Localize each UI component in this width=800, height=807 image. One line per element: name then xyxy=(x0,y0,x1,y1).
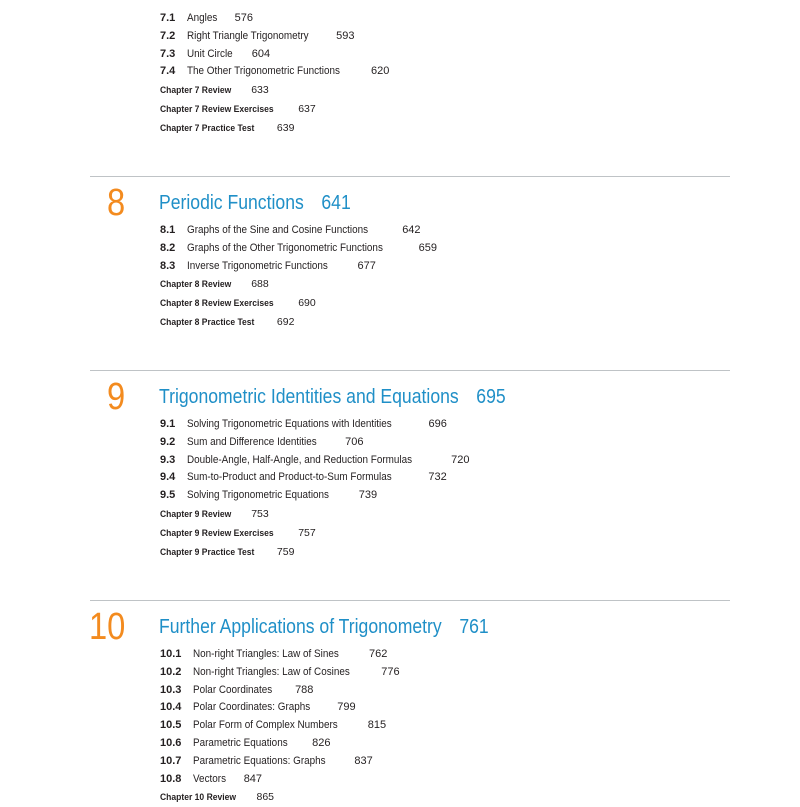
review-title: Chapter 9 Review Exercises xyxy=(160,527,274,539)
review-title: Chapter 8 Review Exercises xyxy=(160,298,274,310)
review-page: 865 xyxy=(256,791,275,804)
review-title: Chapter 7 Practice Test xyxy=(160,123,255,135)
review-title: Chapter 8 Review xyxy=(160,279,232,291)
toc-review-row[interactable] xyxy=(160,788,400,807)
section-number: 7.2 xyxy=(160,29,176,42)
section-number: 10.4 xyxy=(160,701,182,714)
section-page: 642 xyxy=(402,224,421,236)
chapter-page: 641 xyxy=(321,192,351,214)
chapter-8-entries xyxy=(160,222,437,332)
review-page: 690 xyxy=(298,297,316,310)
toc-section-row[interactable] xyxy=(160,28,389,46)
toc-section-row[interactable] xyxy=(160,771,400,789)
section-title: Parametric Equations xyxy=(193,736,288,749)
toc-section-row[interactable] xyxy=(160,753,400,771)
section-page: 776 xyxy=(381,665,400,678)
toc-section-row[interactable] xyxy=(160,664,400,682)
section-page: 720 xyxy=(451,453,470,466)
toc-review-row[interactable] xyxy=(160,543,469,562)
toc-section-row[interactable] xyxy=(160,240,437,258)
toc-section-row[interactable] xyxy=(160,452,469,470)
chapter-title: Trigonometric Identities and Equations xyxy=(159,386,459,408)
review-title: Chapter 9 Review xyxy=(160,508,232,520)
review-page: 639 xyxy=(276,122,295,135)
section-number: 10.6 xyxy=(160,736,182,749)
toc-section-row[interactable] xyxy=(160,469,469,487)
chapter-divider xyxy=(90,176,730,177)
toc-review-row[interactable] xyxy=(160,81,389,100)
toc-section-row[interactable] xyxy=(160,63,389,81)
chapter-heading[interactable] xyxy=(159,616,489,638)
section-title: Graphs of the Sine and Cosine Functions xyxy=(187,224,369,236)
review-page: 688 xyxy=(251,278,269,291)
chapter-10-entries xyxy=(160,646,400,807)
section-title: Unit Circle xyxy=(187,47,233,60)
review-page: 633 xyxy=(251,84,269,97)
section-title: Angles xyxy=(187,12,218,24)
toc-section-row[interactable] xyxy=(160,416,469,434)
section-title: Sum and Difference Identities xyxy=(187,435,317,448)
section-page: 593 xyxy=(336,29,355,42)
section-number: 9.3 xyxy=(160,453,176,466)
section-page: 788 xyxy=(295,683,314,696)
chapter-divider xyxy=(90,600,730,601)
section-title: Vectors xyxy=(193,772,227,785)
toc-review-row[interactable] xyxy=(160,505,469,524)
section-number: 8.3 xyxy=(160,259,176,272)
section-title: Solving Trigonometric Equations xyxy=(187,489,329,502)
toc-review-row[interactable] xyxy=(160,524,469,543)
chapter-title: Periodic Functions xyxy=(159,192,304,214)
review-title: Chapter 9 Practice Test xyxy=(160,546,255,558)
review-page: 759 xyxy=(276,545,295,558)
section-title: Polar Coordinates xyxy=(193,683,273,696)
section-number: 7.1 xyxy=(160,12,176,24)
chapter-7-entries xyxy=(160,10,389,138)
chapter-title: Further Applications of Trigonometry xyxy=(159,616,442,638)
toc-review-row[interactable] xyxy=(160,313,437,332)
section-number: 7.3 xyxy=(160,47,176,60)
toc-section-row[interactable] xyxy=(160,258,437,276)
section-page: 799 xyxy=(337,701,356,714)
chapter-9-entries xyxy=(160,416,469,562)
section-page: 762 xyxy=(369,648,388,660)
toc-review-row[interactable] xyxy=(160,294,437,313)
chapter-heading[interactable] xyxy=(159,386,506,408)
section-number: 10.3 xyxy=(160,683,182,696)
section-number: 8.1 xyxy=(160,224,176,236)
toc-section-row[interactable] xyxy=(160,10,389,28)
section-title: Non-right Triangles: Law of Sines xyxy=(193,648,339,660)
section-page: 576 xyxy=(234,12,253,24)
section-number: 8.2 xyxy=(160,241,176,254)
section-title: Inverse Trigonometric Functions xyxy=(187,259,328,272)
toc-section-row[interactable] xyxy=(160,646,400,664)
toc-section-row[interactable] xyxy=(160,682,400,700)
section-title: Parametric Equations: Graphs xyxy=(193,754,326,767)
section-title: Right Triangle Trigonometry xyxy=(187,29,309,42)
section-title: Sum-to-Product and Product-to-Sum Formulas xyxy=(187,471,392,484)
section-number: 9.1 xyxy=(160,418,176,430)
section-number: 10.2 xyxy=(160,665,182,678)
toc-review-row[interactable] xyxy=(160,100,389,119)
section-title: Polar Form of Complex Numbers xyxy=(193,719,338,732)
section-page: 826 xyxy=(312,736,331,749)
review-page: 757 xyxy=(298,526,316,539)
review-page: 692 xyxy=(276,316,295,329)
section-number: 10.8 xyxy=(160,772,182,785)
section-title: Graphs of the Other Trigonometric Functions xyxy=(187,241,383,254)
chapter-divider xyxy=(90,370,730,371)
section-page: 837 xyxy=(354,754,373,767)
chapter-number: 8 xyxy=(107,182,126,224)
section-title: Non-right Triangles: Law of Cosines xyxy=(193,665,350,678)
section-page: 732 xyxy=(428,471,447,484)
toc-review-row[interactable] xyxy=(160,275,437,294)
review-title: Chapter 10 Review xyxy=(160,792,237,804)
section-number: 9.2 xyxy=(160,435,176,448)
section-title: Polar Coordinates: Graphs xyxy=(193,701,311,714)
section-page: 739 xyxy=(358,489,378,502)
section-number: 9.5 xyxy=(160,489,176,502)
toc-section-row[interactable] xyxy=(160,735,400,753)
section-page: 847 xyxy=(243,772,263,785)
section-page: 659 xyxy=(418,241,438,254)
chapter-page: 761 xyxy=(459,616,489,638)
review-title: Chapter 8 Practice Test xyxy=(160,317,255,329)
toc-review-row[interactable] xyxy=(160,119,389,138)
toc-section-row[interactable] xyxy=(160,222,437,240)
toc-section-row[interactable] xyxy=(160,434,469,452)
toc-section-row[interactable] xyxy=(160,46,389,64)
review-title: Chapter 7 Review xyxy=(160,85,232,97)
chapter-number: 10 xyxy=(89,606,126,648)
section-page: 620 xyxy=(370,65,390,78)
section-title: Double-Angle, Half-Angle, and Reduction Formulas xyxy=(187,453,413,466)
section-page: 696 xyxy=(428,418,447,430)
section-page: 677 xyxy=(357,259,376,272)
section-number: 10.5 xyxy=(160,719,182,732)
section-number: 7.4 xyxy=(160,65,176,78)
review-page: 753 xyxy=(251,507,269,520)
toc-section-row[interactable] xyxy=(160,487,469,505)
section-number: 10.1 xyxy=(160,648,182,660)
section-title: Solving Trigonometric Equations with Identities xyxy=(187,418,392,430)
review-page: 637 xyxy=(298,103,316,116)
section-title: The Other Trigonometric Functions xyxy=(187,65,340,78)
review-title: Chapter 7 Review Exercises xyxy=(160,104,274,116)
section-page: 604 xyxy=(251,47,271,60)
section-number: 10.7 xyxy=(160,754,182,767)
chapter-heading[interactable] xyxy=(159,192,351,214)
section-page: 706 xyxy=(345,435,364,448)
section-number: 9.4 xyxy=(160,471,176,484)
chapter-number: 9 xyxy=(107,376,126,418)
toc-section-row[interactable] xyxy=(160,699,400,717)
chapter-page: 695 xyxy=(476,386,506,408)
toc-section-row[interactable] xyxy=(160,717,400,735)
section-page: 815 xyxy=(367,719,387,732)
